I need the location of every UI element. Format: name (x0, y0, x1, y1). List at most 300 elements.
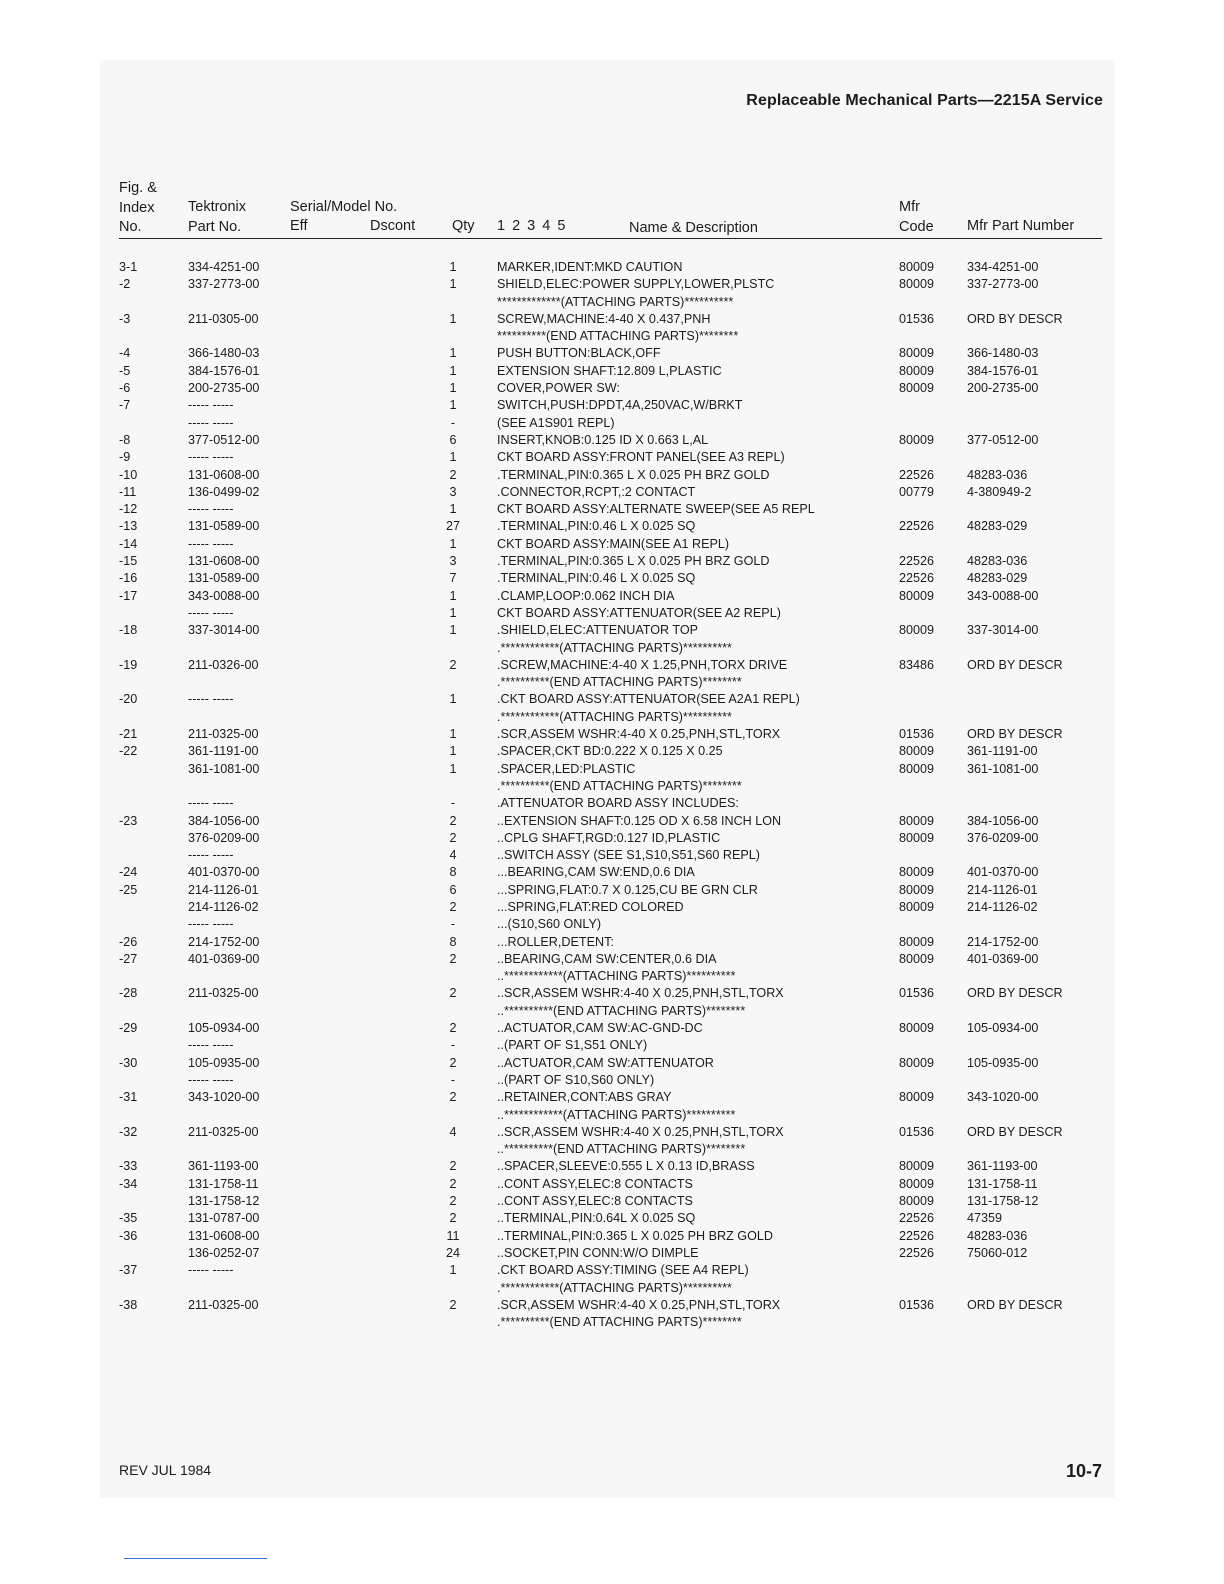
mfr-code-cell: 80009 (899, 1194, 935, 1209)
part-number-cell: 211-0326-00 (188, 657, 259, 672)
mfr-code-cell: 22526 (899, 571, 935, 586)
description-cell: ..**********(END ATTACHING PARTS)******** (497, 1142, 746, 1157)
qty-cell: 1 (449, 398, 457, 413)
part-number-cell: 366-1480-03 (188, 346, 260, 361)
qty-cell: 6 (449, 882, 457, 897)
fig-index-cell: -23 (119, 813, 138, 828)
table-row (119, 985, 1102, 1002)
table-row (119, 1314, 1102, 1331)
part-number-cell: 337-3014-00 (188, 623, 260, 638)
qty-cell: 2 (449, 951, 457, 966)
qty-cell: - (450, 1072, 456, 1087)
mfr-part-cell: 48283-036 (967, 467, 1028, 482)
fig-index-cell: -11 (119, 484, 137, 499)
part-number-cell: 200-2735-00 (188, 381, 260, 396)
qty-cell: 1 (449, 588, 457, 603)
fig-index-cell: -34 (119, 1176, 138, 1191)
part-number-cell: ----- ----- (188, 796, 234, 811)
qty-cell: 27 (445, 519, 460, 534)
description-cell: .**********(END ATTACHING PARTS)******** (497, 675, 742, 690)
part-number-cell: 211-0325-00 (188, 1297, 259, 1312)
description-cell: .TERMINAL,PIN:0.365 L X 0.025 PH BRZ GOLD (497, 467, 770, 482)
table-row (119, 1037, 1102, 1054)
fig-index-cell: 3-1 (119, 260, 138, 274)
part-number-cell: 401-0369-00 (188, 951, 260, 966)
fig-index-cell: -13 (119, 519, 138, 534)
part-number-cell: 131-0787-00 (188, 1211, 260, 1226)
qty-cell: 2 (449, 899, 457, 914)
part-number-cell: 214-1752-00 (188, 934, 260, 949)
mfr-part-cell: 48283-036 (967, 1228, 1028, 1243)
qty-cell: 2 (449, 986, 457, 1001)
fig-index-cell: -19 (119, 657, 138, 672)
mfr-code-cell: 80009 (899, 363, 935, 378)
col-dscont: Dscont (370, 218, 416, 234)
description-cell: .************(ATTACHING PARTS)********** (497, 1280, 732, 1295)
table-row (119, 778, 1102, 795)
description-cell: ..(PART OF S10,S60 ONLY) (497, 1072, 655, 1087)
part-number-cell: 136-0499-02 (188, 484, 260, 499)
table-row (119, 864, 1102, 881)
part-number-cell: 136-0252-07 (188, 1245, 260, 1260)
table-row (119, 1072, 1102, 1089)
table-row (119, 1020, 1102, 1037)
mfr-code-cell: 01536 (899, 1124, 935, 1139)
fig-index-cell: -20 (119, 692, 138, 707)
fig-index-cell: -21 (119, 727, 138, 742)
col-tektronix-part: Tektronix Part No. (188, 199, 247, 235)
table-row (119, 640, 1102, 657)
mfr-code-cell: 80009 (899, 951, 935, 966)
mfr-part-cell: 377-0512-00 (967, 432, 1039, 447)
bottom-rule (124, 1558, 267, 1559)
part-number-cell: ----- ----- (188, 398, 234, 413)
mfr-part-cell: 48283-036 (967, 554, 1028, 569)
mfr-part-cell: 105-0935-00 (967, 1055, 1039, 1070)
fig-index-cell: -35 (119, 1211, 138, 1226)
part-number-cell: 131-0589-00 (188, 571, 260, 586)
description-cell: ..RETAINER,CONT:ABS GRAY (497, 1090, 672, 1105)
description-cell: SCREW,MACHINE:4-40 X 0.437,PNH (497, 311, 711, 326)
table-row (119, 1124, 1102, 1141)
mfr-code-cell: 01536 (899, 727, 935, 742)
description-cell: .SCREW,MACHINE:4-40 X 1.25,PNH,TORX DRIVE (497, 657, 788, 672)
mfr-part-cell: 337-2773-00 (967, 277, 1039, 292)
qty-cell: 1 (449, 1263, 457, 1278)
qty-cell: 2 (449, 1211, 457, 1226)
fig-index-cell: -3 (119, 311, 131, 326)
part-number-cell: ----- ----- (188, 917, 234, 932)
table-row (119, 813, 1102, 830)
column-header (119, 176, 1102, 239)
fig-index-cell: -26 (119, 934, 138, 949)
mfr-part-cell: ORD BY DESCR (967, 311, 1063, 326)
description-cell: ..CONT ASSY,ELEC:8 CONTACTS (497, 1194, 693, 1209)
part-number-cell: ----- ----- (188, 502, 234, 517)
table-row (119, 380, 1102, 397)
qty-cell: 2 (449, 1055, 457, 1070)
part-number-cell: 214-1126-02 (188, 899, 259, 914)
table-row (119, 259, 1102, 276)
table-row (119, 536, 1102, 553)
fig-index-cell: -36 (119, 1228, 138, 1243)
part-number-cell: 211-0325-00 (188, 727, 259, 742)
mfr-part-cell: 334-4251-00 (967, 260, 1039, 274)
table-row (119, 415, 1102, 432)
mfr-part-cell: 214-1752-00 (967, 934, 1039, 949)
qty-cell: 8 (449, 934, 457, 949)
fig-index-cell: -25 (119, 882, 138, 897)
description-cell: .SPACER,CKT BD:0.222 X 0.125 X 0.25 (497, 744, 723, 759)
page-number: 10-7 (1065, 1461, 1102, 1481)
fig-index-cell: -29 (119, 1021, 138, 1036)
table-row (119, 968, 1102, 985)
qty-cell: 2 (449, 1021, 457, 1036)
mfr-part-cell: 200-2735-00 (967, 381, 1039, 396)
description-cell: .************(ATTACHING PARTS)********** (497, 640, 732, 655)
description-cell: .SCR,ASSEM WSHR:4-40 X 0.25,PNH,STL,TORX (497, 727, 781, 742)
mfr-part-cell: 401-0369-00 (967, 951, 1039, 966)
qty-cell: 1 (449, 363, 457, 378)
qty-cell: 1 (449, 260, 457, 274)
part-number-cell: 384-1056-00 (188, 813, 260, 828)
description-cell: SHIELD,ELEC:POWER SUPPLY,LOWER,PLSTC (497, 277, 775, 292)
table-row (119, 830, 1102, 847)
mfr-code-cell: 22526 (899, 1211, 935, 1226)
table-row (119, 363, 1102, 380)
description-cell: .**********(END ATTACHING PARTS)******** (497, 1315, 742, 1330)
mfr-part-cell: 105-0934-00 (967, 1021, 1039, 1036)
description-cell: SWITCH,PUSH:DPDT,4A,250VAC,W/BRKT (497, 398, 743, 413)
mfr-code-cell: 83486 (899, 657, 935, 672)
mfr-part-cell: ORD BY DESCR (967, 727, 1063, 742)
fig-index-cell: -22 (119, 744, 138, 759)
qty-cell: - (450, 415, 456, 430)
description-cell: *************(ATTACHING PARTS)********** (497, 294, 734, 309)
description-cell: ..SWITCH ASSY (SEE S1,S10,S51,S60 REPL) (497, 848, 760, 863)
description-cell: .CLAMP,LOOP:0.062 INCH DIA (497, 588, 675, 603)
table-row (119, 882, 1102, 899)
table-row (119, 1158, 1102, 1175)
mfr-code-cell: 80009 (899, 346, 935, 361)
table-row (119, 847, 1102, 864)
mfr-code-cell: 00779 (899, 484, 935, 499)
qty-cell: 1 (449, 727, 457, 742)
mfr-code-cell: 80009 (899, 1176, 935, 1191)
table-row (119, 345, 1102, 362)
qty-cell: 2 (449, 830, 457, 845)
page-title: Replaceable Mechanical Parts—2215A Service (746, 92, 1103, 109)
qty-cell: 1 (449, 761, 457, 776)
qty-cell: 1 (449, 381, 457, 396)
table-row (119, 1089, 1102, 1106)
part-number-cell: 384-1576-01 (188, 363, 260, 378)
description-cell: ..SCR,ASSEM WSHR:4-40 X 0.25,PNH,STL,TORX (497, 1124, 784, 1139)
fig-index-cell: -28 (119, 986, 138, 1001)
qty-cell: 1 (449, 536, 457, 551)
mfr-part-cell: 131-1758-11 (967, 1176, 1038, 1191)
qty-cell: 1 (449, 311, 457, 326)
qty-cell: 2 (449, 1297, 457, 1312)
description-cell: ..************(ATTACHING PARTS)********** (497, 1107, 736, 1122)
description-cell: ..TERMINAL,PIN:0.64L X 0.025 SQ (497, 1211, 696, 1226)
mfr-part-cell: 343-1020-00 (967, 1090, 1039, 1105)
fig-index-cell: -2 (119, 277, 131, 292)
qty-cell: 2 (449, 1090, 457, 1105)
description-cell: ..CONT ASSY,ELEC:8 CONTACTS (497, 1176, 693, 1191)
mfr-part-cell: 47359 (967, 1211, 1003, 1226)
description-cell: CKT BOARD ASSY:ATTENUATOR(SEE A2 REPL) (497, 605, 781, 620)
part-number-cell: 376-0209-00 (188, 830, 260, 845)
table-row (119, 1055, 1102, 1072)
part-number-cell: ----- ----- (188, 450, 234, 465)
table-row (119, 449, 1102, 466)
description-cell: .SHIELD,ELEC:ATTENUATOR TOP (497, 623, 699, 638)
mfr-code-cell: 80009 (899, 1021, 935, 1036)
table-row (119, 501, 1102, 518)
fig-index-cell: -18 (119, 623, 138, 638)
mfr-part-cell: 214-1126-01 (967, 882, 1038, 897)
table-row (119, 397, 1102, 414)
description-cell: ..(PART OF S1,S51 ONLY) (497, 1038, 648, 1053)
description-cell: .ATTENUATOR BOARD ASSY INCLUDES: (497, 796, 739, 811)
table-row (119, 605, 1102, 622)
description-cell: INSERT,KNOB:0.125 ID X 0.663 L,AL (497, 432, 709, 447)
table-row (119, 691, 1102, 708)
table-row (119, 311, 1102, 328)
table-row (119, 951, 1102, 968)
table-row (119, 484, 1102, 501)
description-cell: ..CPLG SHAFT,RGD:0.127 ID,PLASTIC (497, 830, 721, 845)
mfr-part-cell: 384-1576-01 (967, 363, 1039, 378)
part-number-cell: ----- ----- (188, 1038, 234, 1053)
qty-cell: 1 (449, 502, 457, 517)
table-row (119, 1245, 1102, 1262)
qty-cell: - (450, 1038, 456, 1053)
mfr-code-cell: 80009 (899, 813, 935, 828)
qty-cell: 2 (449, 657, 457, 672)
qty-cell: 1 (449, 450, 457, 465)
table-row (119, 1297, 1102, 1314)
description-cell: CKT BOARD ASSY:ALTERNATE SWEEP(SEE A5 REPL (497, 502, 815, 517)
mfr-code-cell: 80009 (899, 623, 935, 638)
table-row (119, 328, 1102, 345)
col-eff: Eff (290, 218, 308, 234)
mfr-part-cell: ORD BY DESCR (967, 1297, 1063, 1312)
mfr-code-cell: 22526 (899, 519, 935, 534)
mfr-code-cell: 22526 (899, 554, 935, 569)
mfr-part-cell: 361-1081-00 (967, 761, 1039, 776)
description-cell: .**********(END ATTACHING PARTS)******** (497, 778, 742, 793)
table-row (119, 795, 1102, 812)
qty-cell: 1 (449, 692, 457, 707)
col-mfr-code: Mfr Code (899, 199, 934, 235)
fig-index-cell: -38 (119, 1297, 138, 1312)
mfr-code-cell: 80009 (899, 1055, 935, 1070)
fig-index-cell: -12 (119, 502, 138, 517)
table-row (119, 1176, 1102, 1193)
table-row (119, 726, 1102, 743)
table-row (119, 761, 1102, 778)
mfr-part-cell: 384-1056-00 (967, 813, 1039, 828)
part-number-cell: ----- ----- (188, 605, 234, 620)
description-cell: .CONNECTOR,RCPT,:2 CONTACT (497, 484, 696, 499)
mfr-part-cell: ORD BY DESCR (967, 657, 1063, 672)
part-number-cell: 214-1126-01 (188, 882, 259, 897)
part-number-cell: ----- ----- (188, 536, 234, 551)
qty-cell: 2 (449, 1194, 457, 1209)
qty-cell: 6 (449, 432, 457, 447)
mfr-part-cell: 401-0370-00 (967, 865, 1039, 880)
description-cell: ..SOCKET,PIN CONN:W/O DIMPLE (497, 1245, 699, 1260)
part-number-cell: 131-1758-12 (188, 1194, 260, 1209)
mfr-code-cell: 01536 (899, 311, 935, 326)
part-number-cell: ----- ----- (188, 1072, 234, 1087)
part-number-cell: 105-0935-00 (188, 1055, 260, 1070)
mfr-code-cell: 01536 (899, 986, 935, 1001)
fig-index-cell: -6 (119, 381, 131, 396)
mfr-code-cell: 80009 (899, 899, 935, 914)
description-cell: ..SPACER,SLEEVE:0.555 L X 0.13 ID,BRASS (497, 1159, 755, 1174)
part-number-cell: 211-0325-00 (188, 986, 259, 1001)
table-row (119, 1210, 1102, 1227)
part-number-cell: 211-0325-00 (188, 1124, 259, 1139)
qty-cell: - (450, 796, 456, 811)
part-number-cell: 401-0370-00 (188, 865, 260, 880)
mfr-part-cell: 361-1193-00 (967, 1159, 1038, 1174)
mfr-code-cell: 80009 (899, 761, 935, 776)
description-cell: (SEE A1S901 REPL) (497, 415, 615, 430)
table-row (119, 1141, 1102, 1158)
mfr-code-cell: 80009 (899, 934, 935, 949)
mfr-part-cell: ORD BY DESCR (967, 986, 1063, 1001)
description-cell: ...(S10,S60 ONLY) (497, 917, 602, 932)
table-row (119, 934, 1102, 951)
table-row (119, 916, 1102, 933)
mfr-part-cell: 376-0209-00 (967, 830, 1039, 845)
description-cell: ..ACTUATOR,CAM SW:AC-GND-DC (497, 1021, 703, 1036)
table-row (119, 1193, 1102, 1210)
part-number-cell: 343-1020-00 (188, 1090, 260, 1105)
description-cell: MARKER,IDENT:MKD CAUTION (497, 260, 683, 274)
table-row (119, 1003, 1102, 1020)
qty-cell: 4 (449, 1124, 457, 1139)
qty-cell: 1 (449, 605, 457, 620)
qty-cell: 1 (449, 623, 457, 638)
description-cell: ..SCR,ASSEM WSHR:4-40 X 0.25,PNH,STL,TORX (497, 986, 784, 1001)
description-cell: PUSH BUTTON:BLACK,OFF (497, 346, 661, 361)
description-cell: ..TERMINAL,PIN:0.365 L X 0.025 PH BRZ GOLD (497, 1228, 773, 1243)
fig-index-cell: -27 (119, 951, 138, 966)
table-row (119, 1280, 1102, 1297)
description-cell: .SCR,ASSEM WSHR:4-40 X 0.25,PNH,STL,TORX (497, 1297, 781, 1312)
qty-cell: 1 (449, 346, 457, 361)
fig-index-cell: -37 (119, 1263, 138, 1278)
description-cell: .TERMINAL,PIN:0.365 L X 0.025 PH BRZ GOLD (497, 554, 770, 569)
mfr-part-cell: 4-380949-2 (967, 484, 1032, 499)
table-row (119, 294, 1102, 311)
mfr-code-cell: 80009 (899, 260, 935, 274)
description-cell: CKT BOARD ASSY:MAIN(SEE A1 REPL) (497, 536, 730, 551)
qty-cell: 1 (449, 744, 457, 759)
part-number-cell: 105-0934-00 (188, 1021, 260, 1036)
fig-index-cell: -24 (119, 865, 138, 880)
mfr-code-cell: 80009 (899, 588, 935, 603)
description-cell: .TERMINAL,PIN:0.46 L X 0.025 SQ (497, 519, 696, 534)
part-number-cell: 361-1193-00 (188, 1159, 259, 1174)
part-number-cell: 334-4251-00 (188, 260, 260, 274)
table-row (119, 674, 1102, 691)
mfr-code-cell: 80009 (899, 432, 935, 447)
mfr-code-cell: 80009 (899, 277, 935, 292)
description-cell: .CKT BOARD ASSY:ATTENUATOR(SEE A2A1 REPL) (497, 692, 800, 707)
fig-index-cell: -32 (119, 1124, 138, 1139)
table-row (119, 657, 1102, 674)
col-indent-levels: 1 2 3 4 5 (497, 218, 566, 234)
part-number-cell: 377-0512-00 (188, 432, 260, 447)
table-row (119, 1107, 1102, 1124)
part-number-cell: 131-1758-11 (188, 1176, 259, 1191)
table-row (119, 276, 1102, 293)
part-number-cell: 361-1081-00 (188, 761, 260, 776)
qty-cell: 24 (445, 1245, 460, 1260)
qty-cell: 3 (449, 554, 457, 569)
fig-index-cell: -7 (119, 398, 131, 413)
fig-index-cell: -9 (119, 450, 131, 465)
fig-index-cell: -5 (119, 363, 131, 378)
qty-cell: 11 (446, 1228, 460, 1243)
mfr-part-cell: 48283-029 (967, 571, 1028, 586)
part-number-cell: 131-0589-00 (188, 519, 260, 534)
table-row (119, 467, 1102, 484)
description-cell: ...BEARING,CAM SW:END,0.6 DIA (497, 865, 695, 880)
mfr-part-cell: 343-0088-00 (967, 588, 1039, 603)
parts-table (119, 259, 1102, 1331)
part-number-cell: 361-1191-00 (188, 744, 259, 759)
description-cell: ...SPRING,FLAT:0.7 X 0.125,CU BE GRN CLR (497, 882, 758, 897)
fig-index-cell: -30 (119, 1055, 138, 1070)
mfr-code-cell: 80009 (899, 381, 935, 396)
qty-cell: 4 (449, 848, 457, 863)
table-row (119, 1228, 1102, 1245)
fig-index-cell: -31 (119, 1090, 138, 1105)
part-number-cell: 131-0608-00 (188, 467, 260, 482)
table-row (119, 518, 1102, 535)
description-cell: ..ACTUATOR,CAM SW:ATTENUATOR (497, 1055, 714, 1070)
qty-cell: 3 (449, 484, 457, 499)
fig-index-cell: -4 (119, 346, 131, 361)
qty-cell: 8 (449, 865, 457, 880)
qty-cell: 7 (449, 571, 457, 586)
part-number-cell: 343-0088-00 (188, 588, 260, 603)
table-row (119, 709, 1102, 726)
description-cell: COVER,POWER SW: (497, 381, 620, 396)
mfr-code-cell: 01536 (899, 1297, 935, 1312)
mfr-code-cell: 80009 (899, 1090, 935, 1105)
table-row (119, 570, 1102, 587)
description-cell: .TERMINAL,PIN:0.46 L X 0.025 SQ (497, 571, 696, 586)
fig-index-cell: -15 (119, 554, 138, 569)
mfr-code-cell: 80009 (899, 882, 935, 897)
mfr-code-cell: 80009 (899, 1159, 935, 1174)
mfr-part-cell: 48283-029 (967, 519, 1028, 534)
part-number-cell: 337-2773-00 (188, 277, 260, 292)
fig-index-cell: -33 (119, 1159, 138, 1174)
description-cell: ..EXTENSION SHAFT:0.125 OD X 6.58 INCH LON (497, 813, 782, 828)
col-fig-index: Fig. & Index No. (119, 180, 157, 235)
description-cell: ..**********(END ATTACHING PARTS)******** (497, 1003, 746, 1018)
description-cell: **********(END ATTACHING PARTS)******** (497, 329, 739, 344)
